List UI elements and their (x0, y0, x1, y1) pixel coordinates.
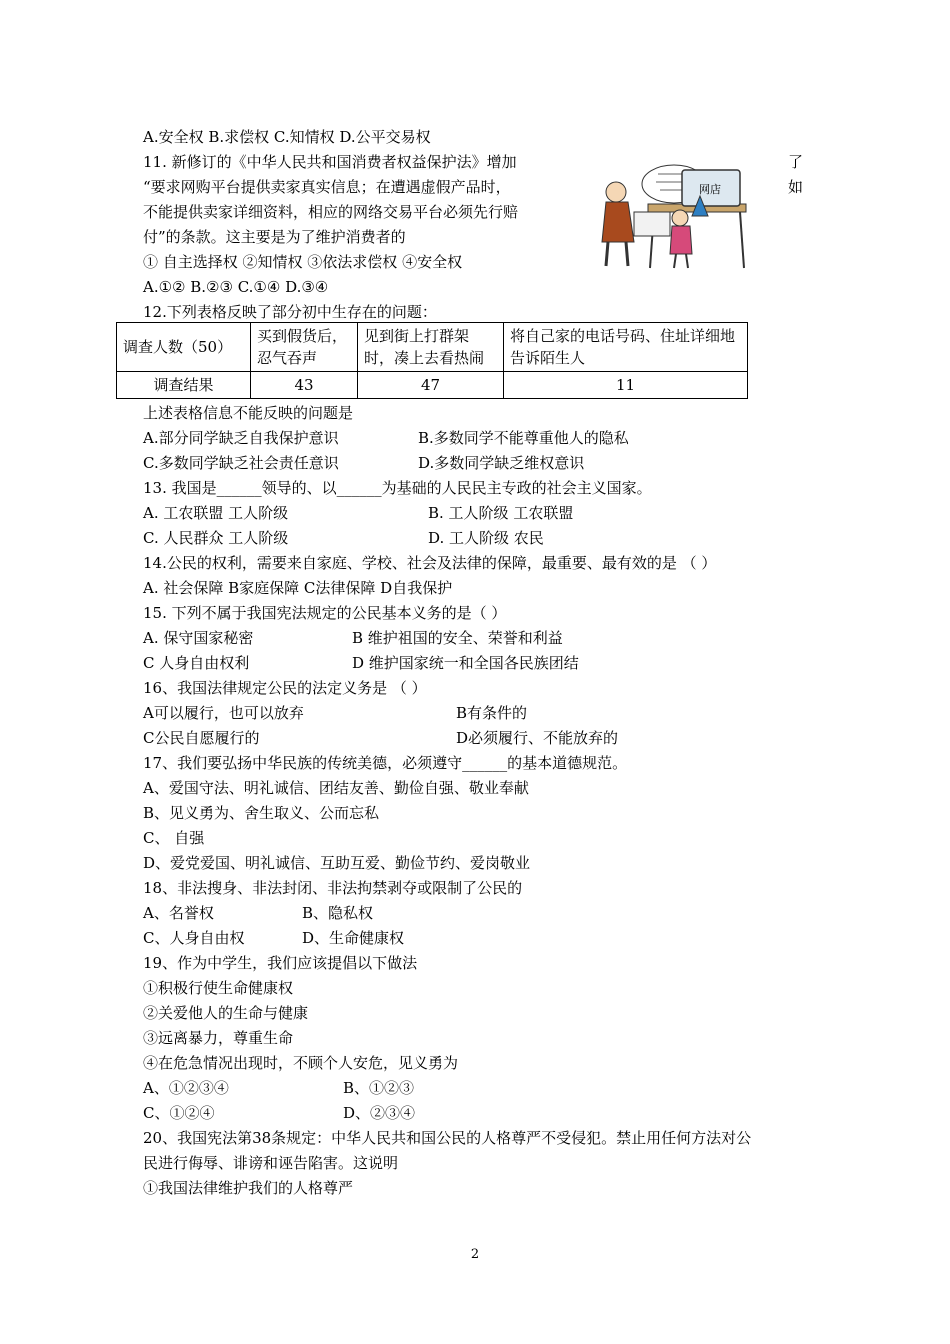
q19-option-d: D、②③④ (343, 1104, 416, 1122)
table-header-row (117, 323, 748, 372)
q11-line-2: “要求网购平台提供卖家真实信息；在遭遇虚假产品时， (143, 178, 511, 196)
q19-item-4: ④在危急情况出现时，不顾个人安危，见义勇为 (143, 1054, 459, 1072)
q15-option-b: B 维护祖国的安全、荣誉和利益 (352, 629, 563, 647)
q16-question: 16、我国法律规定公民的法定义务是 （ ） (143, 679, 427, 697)
q11-line-1-tail: 了 (788, 153, 804, 171)
q13-option-a: A. 工农联盟 工人阶级 (143, 504, 289, 522)
table-header-cell: 买到假货后，忍气吞声 (251, 323, 358, 372)
q19-option-a: A、①②③④ (143, 1079, 229, 1097)
q14-options: A. 社会保障 B家庭保障 C法律保障 D自我保护 (143, 579, 453, 597)
q17-question: 17、我们要弘扬中华民族的传统美德，必须遵守______的基本道德规范。 (143, 754, 628, 772)
q12-option-a: A.部分同学缺乏自我保护意识 (143, 429, 339, 447)
q16-option-a: A可以履行，也可以放弃 (143, 704, 304, 722)
q11-choices: ① 自主选择权 ②知情权 ③依法求偿权 ④安全权 (143, 253, 463, 271)
q18-option-d: D、生命健康权 (302, 929, 405, 947)
q16-option-d: D必须履行、不能放弃的 (456, 729, 619, 747)
q20-line-2: 民进行侮辱、诽谤和诬告陷害。这说明 (143, 1154, 399, 1172)
q19-item-2: ②关爱他人的生命与健康 (143, 1004, 309, 1022)
table-header-cell: 见到街上打群架时，凑上去看热闹 (358, 323, 504, 372)
table-cell: 47 (358, 372, 504, 399)
q11-line-2-tail: 如 (788, 178, 804, 196)
q18-option-b: B、隐私权 (302, 904, 374, 922)
q16-option-b: B有条件的 (456, 704, 528, 722)
q19-option-c: C、①②④ (143, 1104, 215, 1122)
q19-option-b: B、①②③ (343, 1079, 415, 1097)
q15-option-a: A. 保守国家秘密 (143, 629, 254, 647)
q18-option-c: C、人身自由权 (143, 929, 245, 947)
q13-option-b: B. 工人阶级 工农联盟 (428, 504, 574, 522)
table-cell: 43 (251, 372, 358, 399)
survey-table (116, 322, 748, 399)
q12-question: 上述表格信息不能反映的问题是 (143, 404, 354, 422)
q11-line-4: 付”的条款。这主要是为了维护消费者的 (143, 228, 406, 246)
q12-title: 12.下列表格反映了部分初中生存在的问题： (143, 303, 437, 321)
q13-option-c: C. 人民群众 工人阶级 (143, 529, 289, 547)
table-header-cell: 调查人数（50） (117, 323, 251, 372)
q15-option-c: C 人身自由权利 (143, 654, 250, 672)
q17-option-a: A、爱国守法、明礼诚信、团结友善、勤俭自强、敬业奉献 (143, 779, 529, 797)
table-header-cell: 将自己家的电话号码、住址详细地告诉陌生人 (504, 323, 748, 372)
q17-option-b: B、见义勇为、舍生取义、公而忘私 (143, 804, 380, 822)
q10-options: A.安全权 B.求偿权 C.知情权 D.公平交易权 (143, 128, 431, 146)
q15-option-d: D 维护国家统一和全国各民族团结 (352, 654, 579, 672)
page-number: 2 (470, 1247, 480, 1262)
q19-item-3: ③远离暴力，尊重生命 (143, 1029, 294, 1047)
q12-option-d: D.多数同学缺乏维权意识 (418, 454, 585, 472)
table-cell: 11 (504, 372, 748, 399)
q19-question: 19、作为中学生，我们应该提倡以下做法 (143, 954, 418, 972)
q17-option-c: C、 自强 (143, 829, 205, 847)
q12-option-b: B.多数同学不能尊重他人的隐私 (418, 429, 629, 447)
table-cell-label: 调查结果 (117, 372, 251, 399)
q18-option-a: A、名誉权 (143, 904, 214, 922)
q11-options: A.①② B.②③ C.①④ D.③④ (143, 278, 329, 296)
q19-item-1: ①积极行使生命健康权 (143, 979, 294, 997)
q17-option-d: D、爱党爱国、明礼诚信、互助互爱、勤俭节约、爱岗敬业 (143, 854, 531, 872)
cartoon-sign-text: 网店 (699, 183, 721, 196)
q18-question: 18、非法搜身、非法封闭、非法拘禁剥夺或限制了公民的 (143, 879, 523, 897)
q13-option-d: D. 工人阶级 农民 (428, 529, 544, 547)
q16-option-c: C公民自愿履行的 (143, 729, 260, 747)
q11-line-3: 不能提供卖家详细资料，相应的网络交易平台必须先行赔 (143, 203, 519, 221)
table-row (117, 372, 748, 399)
consumer-cartoon-illustration (596, 156, 748, 274)
q15-question: 15. 下列不属于我国宪法规定的公民基本义务的是（ ） (143, 604, 507, 622)
q13-question: 13. 我国是______领导的、以______为基础的人民民主专政的社会主义国家。 (143, 479, 652, 497)
q20-line-1: 20、我国宪法第38条规定：中华人民共和国公民的人格尊严不受侵犯。禁止用任何方法对公 (143, 1129, 752, 1147)
q12-option-c: C.多数同学缺乏社会责任意识 (143, 454, 339, 472)
q20-item-1: ①我国法律维护我们的人格尊严 (143, 1179, 354, 1197)
q14-question: 14.公民的权利，需要来自家庭、学校、社会及法律的保障，最重要、最有效的是 （ ） (143, 554, 717, 572)
q11-line-1: 11. 新修订的《中华人民共和国消费者权益保护法》增加 (143, 153, 517, 171)
